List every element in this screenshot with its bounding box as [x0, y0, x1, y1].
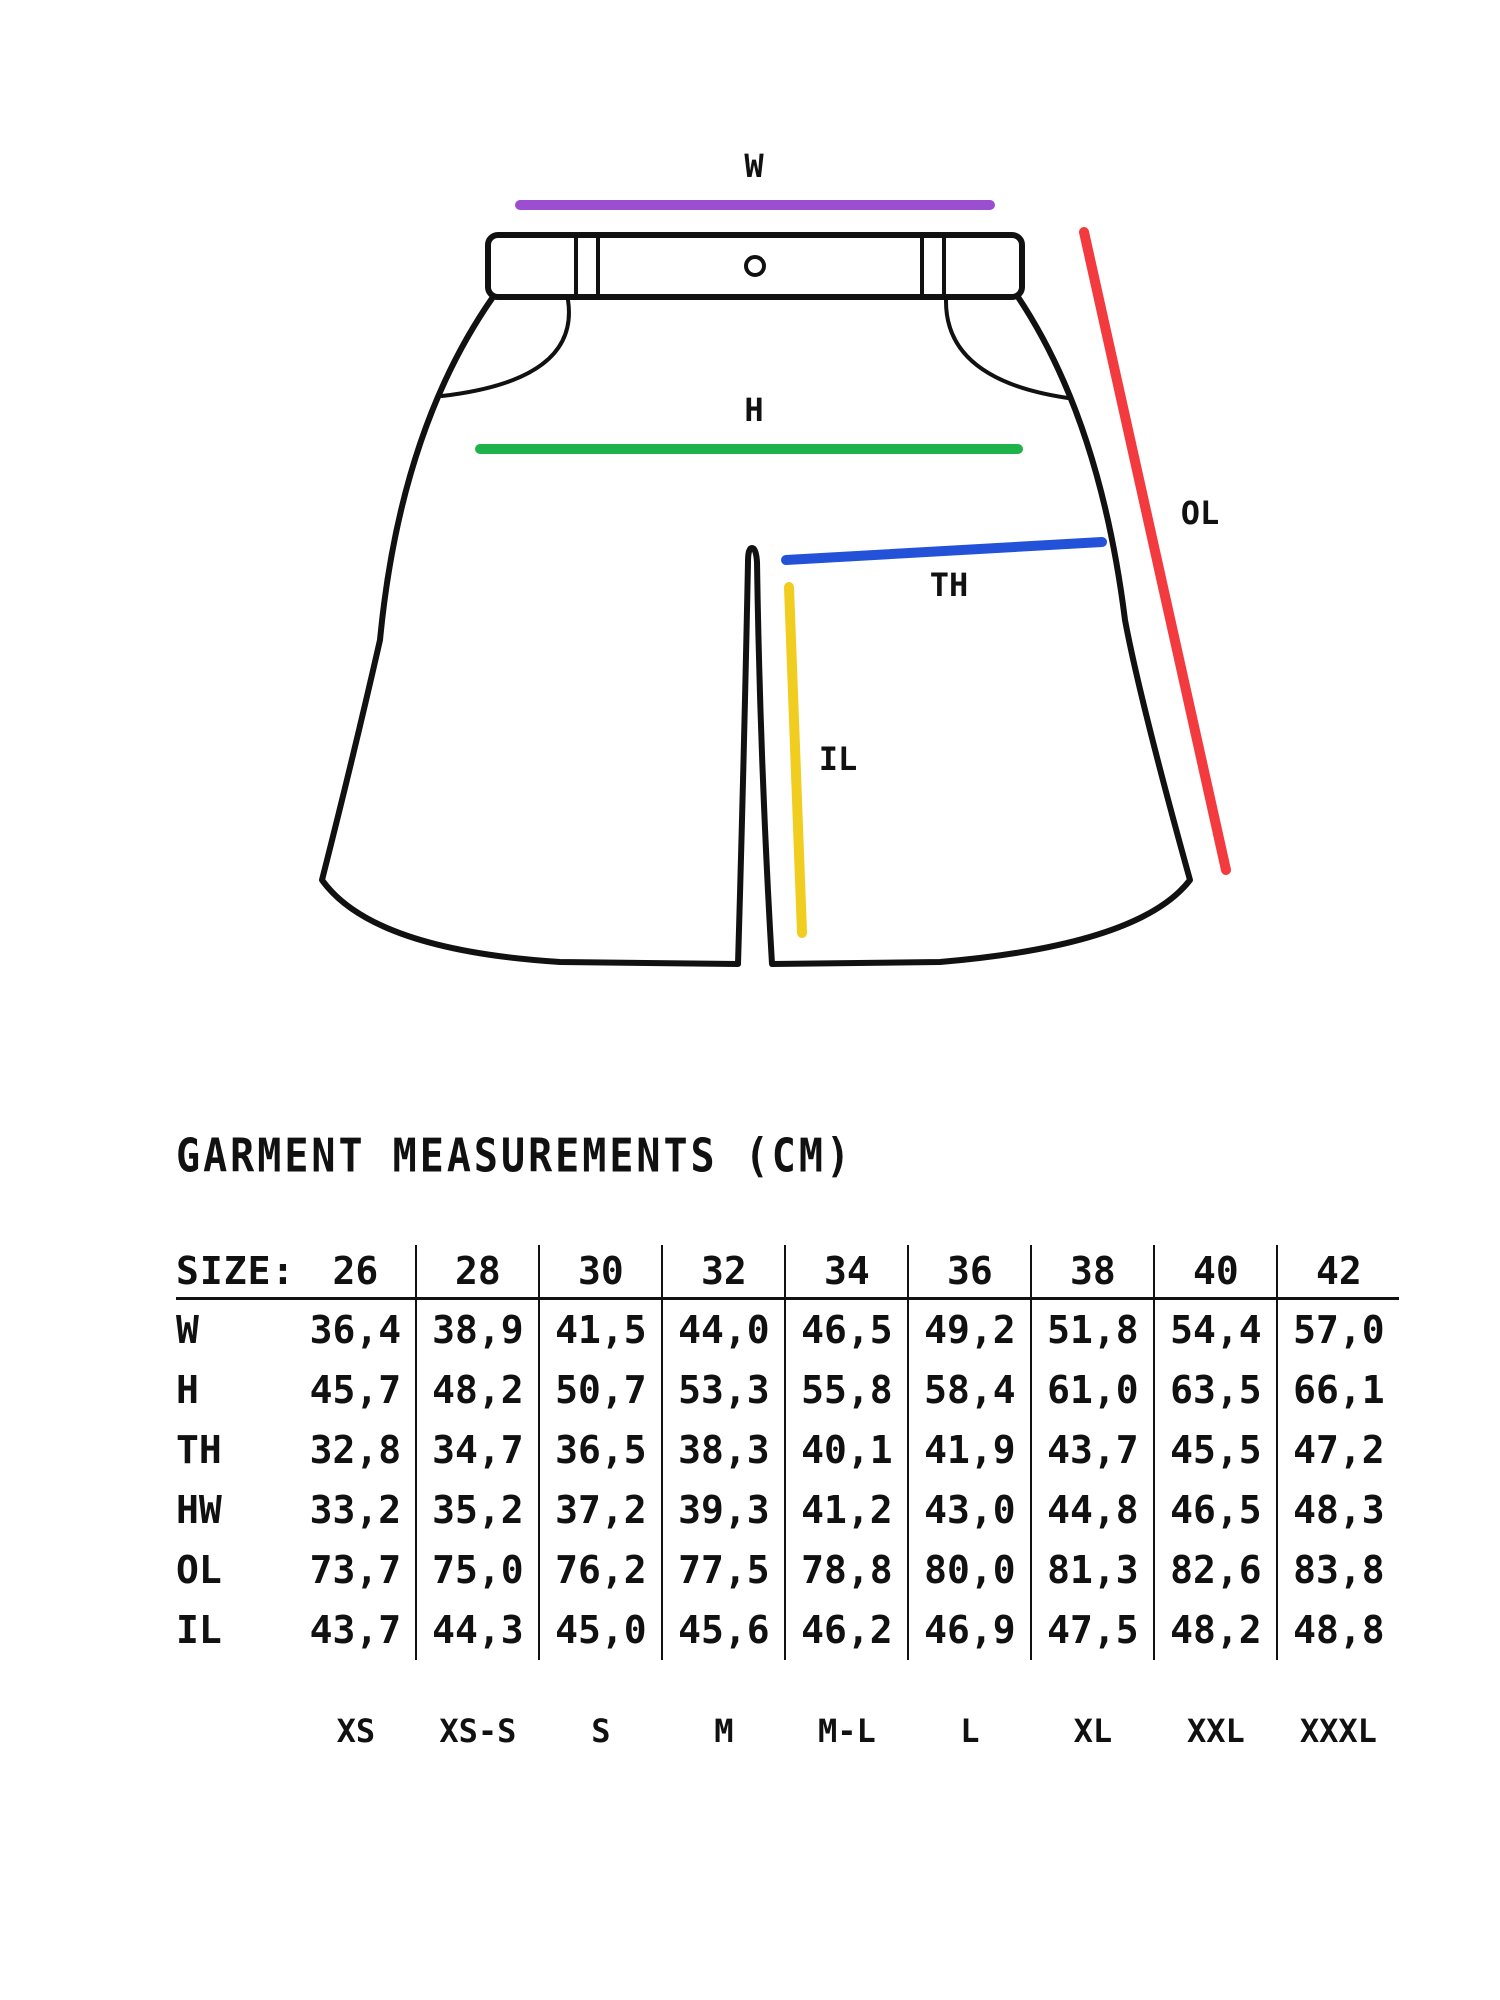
ol-measure-line: [1084, 232, 1226, 870]
size-label: SIZE:: [176, 1245, 295, 1299]
value-cell: 48,2: [1154, 1600, 1277, 1660]
size-cell: 38: [1031, 1245, 1154, 1299]
value-cell: 66,1: [1277, 1360, 1399, 1420]
value-cell: 46,2: [785, 1600, 908, 1660]
row-label: OL: [176, 1548, 222, 1592]
waistband: [488, 235, 1022, 297]
value-cell: 83,8: [1277, 1540, 1399, 1600]
value-cell: 41,9: [908, 1420, 1031, 1480]
value-cell: 44,8: [1031, 1480, 1154, 1540]
letter-size-row: [176, 1660, 1399, 1750]
value-cell: 58,4: [908, 1360, 1031, 1420]
value-cell: 73,7: [309, 1548, 402, 1592]
size-cell: 30: [539, 1245, 662, 1299]
w-label: W: [744, 147, 764, 185]
value-cell: 36,5: [539, 1420, 662, 1480]
value-cell: 54,4: [1154, 1299, 1277, 1361]
value-cell: 32,8: [309, 1428, 402, 1472]
table-title: GARMENT MEASUREMENTS (CM): [176, 1130, 854, 1183]
letter-size-cell: XXXL: [1299, 1712, 1377, 1750]
row-label: HW: [176, 1488, 222, 1532]
size-header-row: [176, 1245, 1399, 1299]
value-cell: 63,5: [1154, 1360, 1277, 1420]
value-cell: 43,7: [1031, 1420, 1154, 1480]
value-cell: 46,9: [908, 1600, 1031, 1660]
value-cell: 45,0: [539, 1600, 662, 1660]
value-cell: 45,7: [309, 1368, 402, 1412]
value-cell: 57,0: [1277, 1299, 1399, 1361]
shorts-outline: [322, 235, 1190, 964]
value-cell: 61,0: [1031, 1360, 1154, 1420]
letter-size-cell: L: [960, 1712, 980, 1750]
value-cell: 38,9: [416, 1299, 539, 1361]
table-row: [176, 1299, 1399, 1361]
value-cell: 33,2: [309, 1488, 402, 1532]
value-cell: 46,5: [785, 1299, 908, 1361]
table-row: [176, 1480, 1399, 1540]
value-cell: 81,3: [1031, 1540, 1154, 1600]
table-row: [176, 1540, 1399, 1600]
value-cell: 50,7: [539, 1360, 662, 1420]
value-cell: 43,0: [908, 1480, 1031, 1540]
value-cell: 43,7: [309, 1608, 402, 1652]
row-label-empty: [176, 1660, 295, 1750]
value-cell: 36,4: [309, 1308, 402, 1352]
value-cell: 76,2: [539, 1540, 662, 1600]
th-measure-line: [786, 542, 1102, 560]
value-cell: 44,0: [662, 1299, 785, 1361]
measurement-table: [176, 1245, 1399, 1750]
size-cell: 40: [1154, 1245, 1277, 1299]
value-cell: 38,3: [662, 1420, 785, 1480]
value-cell: 48,2: [416, 1360, 539, 1420]
value-cell: 55,8: [785, 1360, 908, 1420]
row-label: IL: [176, 1608, 222, 1652]
value-cell: 49,2: [908, 1299, 1031, 1361]
table-row: [176, 1360, 1399, 1420]
row-label: W: [176, 1308, 199, 1352]
value-cell: 37,2: [539, 1480, 662, 1540]
th-label: TH: [929, 566, 969, 604]
value-cell: 35,2: [416, 1480, 539, 1540]
letter-size-cell: S: [591, 1712, 611, 1750]
value-cell: 80,0: [908, 1540, 1031, 1600]
table-row: [176, 1600, 1399, 1660]
letter-size-cell: XS-S: [439, 1712, 517, 1750]
size-cell: 36: [908, 1245, 1031, 1299]
value-cell: 75,0: [416, 1540, 539, 1600]
row-label: TH: [176, 1428, 222, 1472]
value-cell: 40,1: [785, 1420, 908, 1480]
letter-size-cell: XXL: [1186, 1712, 1245, 1750]
value-cell: 77,5: [662, 1540, 785, 1600]
size-cell: 42: [1277, 1245, 1399, 1299]
value-cell: 53,3: [662, 1360, 785, 1420]
value-cell: 46,5: [1154, 1480, 1277, 1540]
il-measure-line: [789, 587, 802, 933]
size-cell: 28: [416, 1245, 539, 1299]
value-cell: 48,3: [1277, 1480, 1399, 1540]
value-cell: 78,8: [785, 1540, 908, 1600]
value-cell: 39,3: [662, 1480, 785, 1540]
value-cell: 45,5: [1154, 1420, 1277, 1480]
size-cell: 32: [662, 1245, 785, 1299]
value-cell: 34,7: [416, 1420, 539, 1480]
h-label: H: [744, 391, 764, 429]
ol-label: OL: [1180, 494, 1220, 532]
value-cell: 44,3: [416, 1600, 539, 1660]
value-cell: 82,6: [1154, 1540, 1277, 1600]
letter-size-cell: M-L: [817, 1712, 876, 1750]
value-cell: 45,6: [662, 1600, 785, 1660]
letter-size-cell: XL: [1073, 1712, 1113, 1750]
value-cell: 47,2: [1277, 1420, 1399, 1480]
size-cell: 26: [295, 1245, 416, 1299]
value-cell: 48,8: [1277, 1600, 1399, 1660]
value-cell: 47,5: [1031, 1600, 1154, 1660]
il-label: IL: [818, 740, 858, 778]
value-cell: 41,5: [539, 1299, 662, 1361]
table-row: [176, 1420, 1399, 1480]
value-cell: 41,2: [785, 1480, 908, 1540]
row-label: H: [176, 1368, 199, 1412]
letter-size-cell: XS: [336, 1712, 376, 1750]
value-cell: 51,8: [1031, 1299, 1154, 1361]
letter-size-cell: M: [714, 1712, 734, 1750]
size-cell: 34: [785, 1245, 908, 1299]
